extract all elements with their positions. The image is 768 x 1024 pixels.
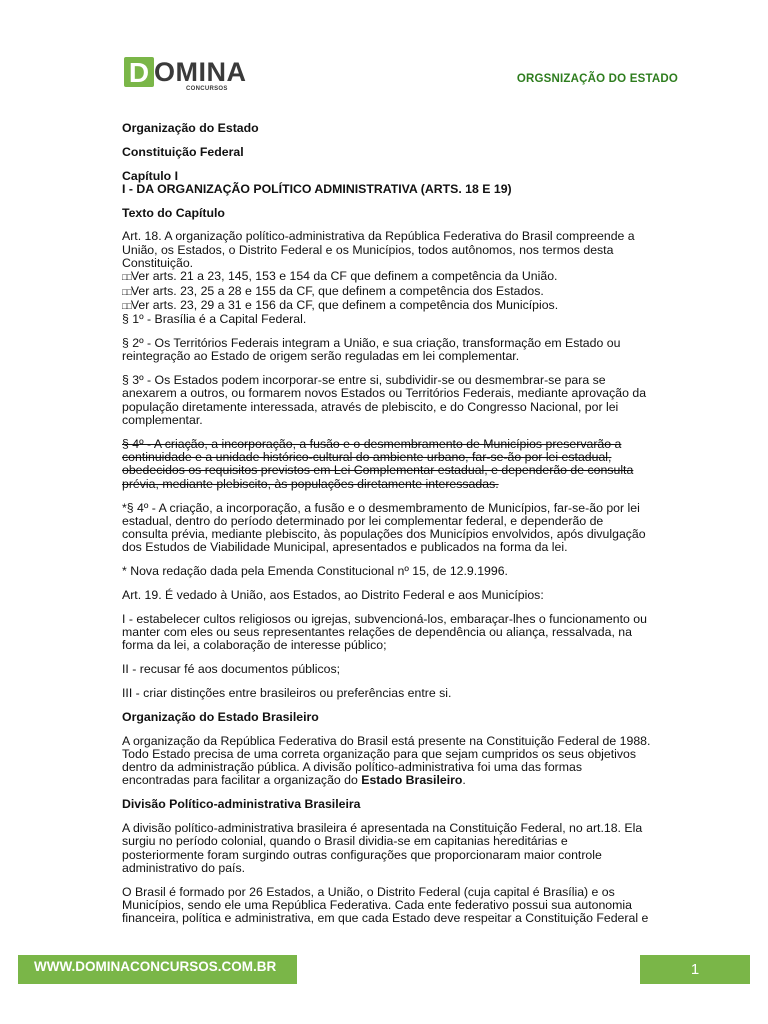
domina-logo [124, 57, 247, 93]
box-glyph: □□ [122, 300, 131, 311]
ver-municipios [122, 299, 652, 313]
organizacao-bold: Estado Brasileiro [361, 773, 463, 788]
organizacao-end: . [462, 773, 466, 788]
page-number: 1 [640, 955, 750, 984]
ver-estados-text: Ver arts. 23, 25 a 28 e 155 da CF, que definem a competência dos Estados. [130, 283, 544, 298]
paragraph-3: § 3º - Os Estados podem incorporar-se entre si, subdividir-se ou desmembrar-se para se anexarem a outros, ou formarem novos Estados ou Territórios Federais, mediante aprovação da população diretamente interessada, através de plebiscito, e do Congresso Nacional, por lei complementar. [122, 373, 647, 428]
box-glyph: □□ [122, 272, 131, 283]
paragraph-2: § 2º - Os Territórios Federais integram a União, e sua criação, transformação em Estado ou reintegração ao Estado de origem serão reguladas em lei complementar. [122, 336, 621, 364]
document-body [122, 122, 652, 936]
article-18-text: Art. 18. A organização político-administrativa da República Federativa do Brasil compreende a União, os Estados, o Distrito Federal e os Municípios, todos autônomos, nos termos desta Constituição. [122, 229, 635, 271]
chapter-number: Capítulo I [122, 168, 179, 183]
heading-capitulo [122, 170, 652, 197]
logo-subtitle: CONCURSOS [186, 86, 228, 92]
heading-constituicao: Constituição Federal [122, 144, 244, 159]
paragraph-1: § 1º - Brasília é a Capital Federal. [122, 312, 307, 327]
logo-word: OMINA [154, 57, 247, 87]
paragraph-divisao: A divisão político-administrativa brasileira é apresentada na Constituição Federal, no art.18. Ela surgiu no período colonial, quando o Brasil dividia-se em capitanias hereditárias e posteriormente foram surgindo outras configurações que proporcionaram maior controle administrativo do país. [122, 821, 643, 875]
heading-organizacao: Organização do Estado [122, 121, 259, 135]
chapter-title: I - DA ORGANIZAÇÃO POLÍTICO ADMINISTRATIVA (ARTS. 18 E 19) [122, 181, 512, 196]
paragraph-4-revoked: § 4º - A criação, a incorporação, a fusão e o desmembramento de Municípios preservarão a continuidade e a unidade histórico-cultural do ambiente urbano, far-se-ão por lei estadual, obedecidos os requisitos previstos em Lei Complementar estadual, e dependerão de consulta prévia, mediante plebiscito, às populações diretamente interessadas. [122, 436, 634, 491]
article-18 [122, 230, 652, 326]
organizacao-text: A organização da República Federativa do Brasil está presente na Constituição Federal de 1988. Todo Estado precisa de uma correta organização para que sejam cumpridos os seus objetivos dentro da administração pública. A divisão político-administrativa foi uma das formas encontradas para facilitar a organização do [122, 733, 651, 788]
header-title: ORGSNIZAÇÃO DO ESTADO [516, 73, 678, 85]
inciso-2: II - recusar fé aos documentos públicos; [122, 662, 341, 677]
heading-divisao: Divisão Político-administrativa Brasileira [122, 797, 361, 812]
footer-website-link[interactable]: WWW.DOMINACONCURSOS.COM.BR [18, 955, 297, 984]
ver-uniao-text: Ver arts. 21 a 23, 145, 153 e 154 da CF que definem a competência da União. [130, 269, 558, 284]
heading-texto: Texto do Capítulo [122, 205, 225, 220]
ver-uniao [122, 270, 652, 284]
paragraph-4-new: *§ 4º - A criação, a incorporação, a fusão e o desmembramento de Municípios, far-se-ão por lei estadual, dentro do período determinado por lei complementar federal, e dependerão de consulta prévia, mediante plebiscito, às populações dos Municípios envolvidos, após divulgação dos Estudos de Viabilidade Municipal, apresentados e publicados na forma da lei. [122, 500, 646, 555]
box-glyph: □□ [122, 286, 131, 297]
paragraph-federacao: O Brasil é formado por 26 Estados, a União, o Distrito Federal (cuja capital é Brasília) e os Municípios, sendo ele uma República Federativa. Cada ente federativo possui sua autonomia financeira, política e administrativa, em que cada Estado deve respeitar a Constituição Federal e [122, 884, 649, 926]
logo-letter: D [124, 57, 154, 87]
heading-estado-brasileiro: Organização do Estado Brasileiro [122, 709, 319, 724]
inciso-1: I - estabelecer cultos religiosos ou igrejas, subvencioná-los, embaraçar-lhes o funcionamento ou manter com eles ou seus representantes relações de dependência ou aliança, ressalvada, na forma da lei, a colaboração de interesse público; [122, 611, 647, 653]
amendment-note: * Nova redação dada pela Emenda Constitucional nº 15, de 12.9.1996. [122, 564, 508, 579]
article-19: Art. 19. É vedado à União, aos Estados, ao Distrito Federal e aos Municípios: [122, 588, 544, 603]
inciso-3: III - criar distinções entre brasileiros ou preferências entre si. [122, 686, 452, 700]
paragraph-organizacao [122, 735, 652, 788]
ver-municipios-text: Ver arts. 23, 29 a 31 e 156 da CF, que definem a competência dos Municípios. [130, 297, 559, 312]
ver-estados [122, 285, 652, 299]
